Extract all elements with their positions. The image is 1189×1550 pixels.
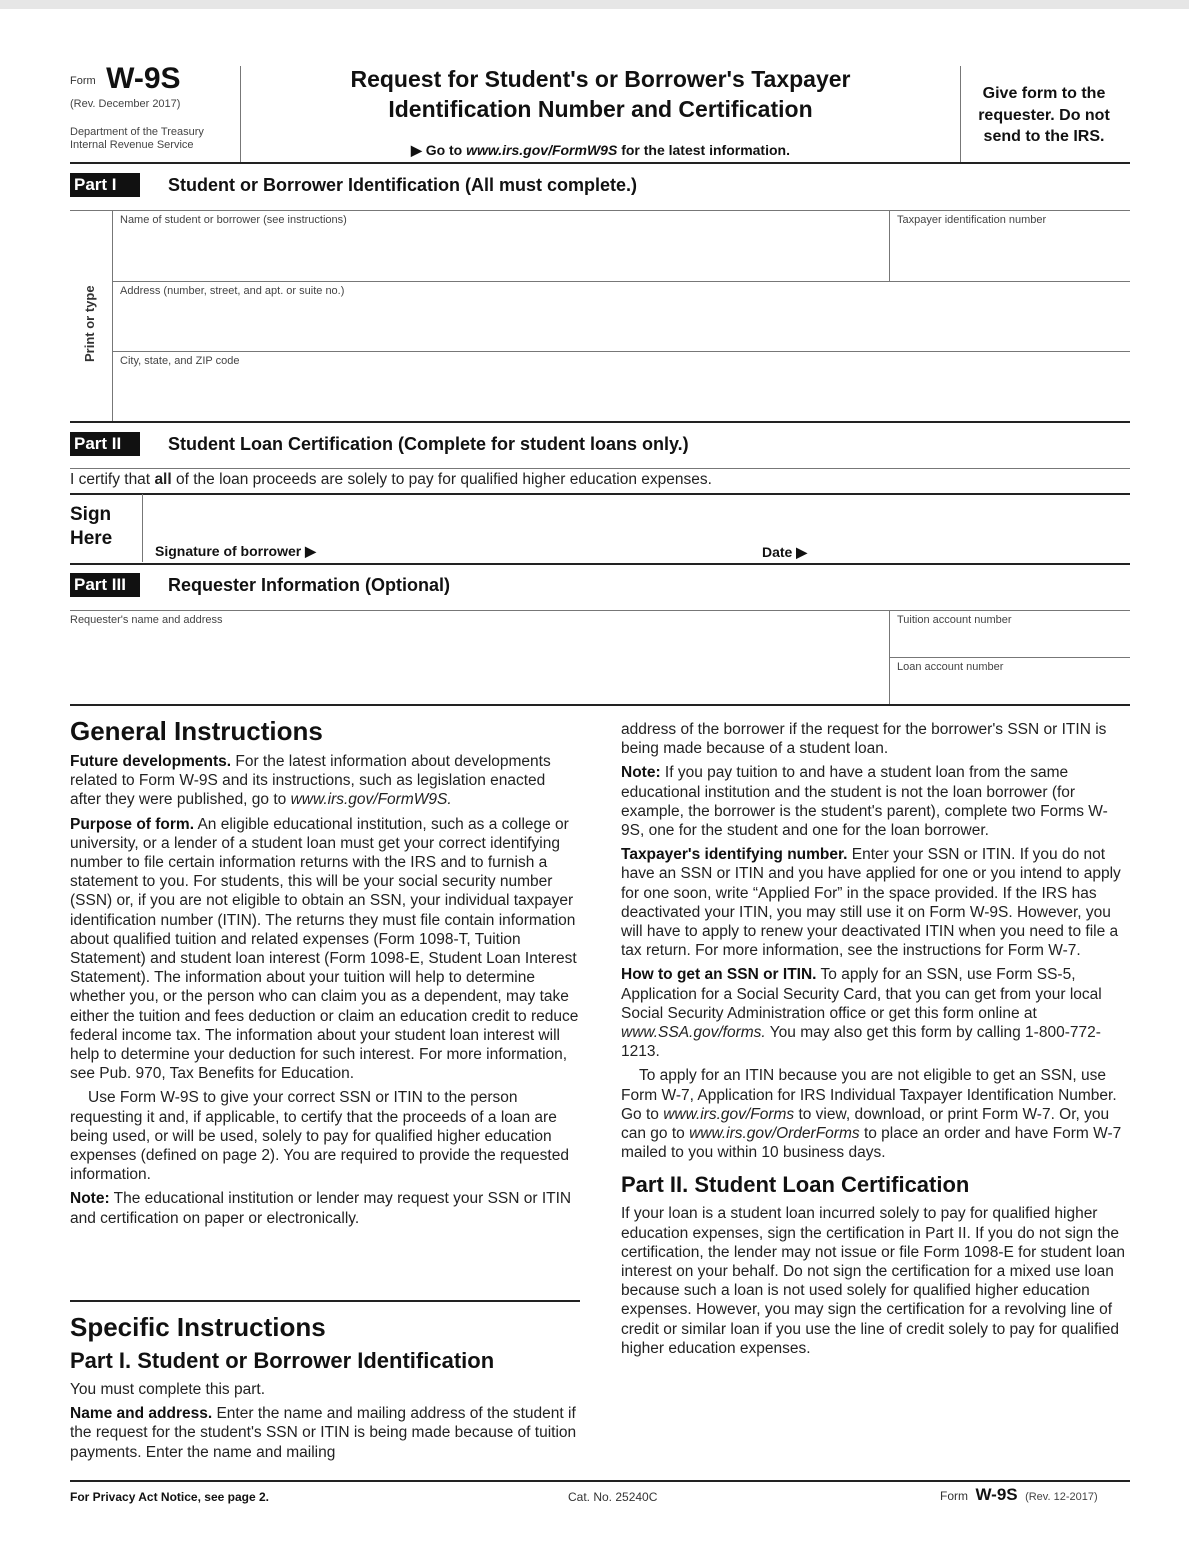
future-developments-head: Future developments. bbox=[70, 753, 232, 770]
left-column bbox=[70, 716, 580, 1233]
date-label: Date ▶ bbox=[762, 544, 808, 560]
use-form-para: Use Form W-9S to give your correct SSN or ITIN to the person requesting it and, if applicable, to certify that the proceeds of a loan are being used, or will be used, solely to pay for qualified higher education expenses (defined on page 2). You are required to provide the requested information. bbox=[70, 1089, 569, 1184]
goto-url[interactable]: www.irs.gov/FormW9S bbox=[466, 142, 618, 158]
certify-bold: all bbox=[154, 471, 172, 488]
note-para bbox=[70, 1189, 580, 1227]
city-field[interactable] bbox=[113, 370, 1130, 420]
itin-body1: To apply for an ITIN because you are not eligible to get an SSN, use Form W-7, Application for IRS Individual Taxpayer Identification Number. Go to bbox=[621, 1067, 1117, 1123]
footer-form-id bbox=[940, 1485, 1098, 1505]
tin-field-label: Taxpayer identification number bbox=[897, 214, 1047, 226]
borrower-cont-para: address of the borrower if the request for the borrower's SSN or ITIN is being made because of a student loan. bbox=[621, 721, 1107, 758]
irs-forms-url[interactable]: www.irs.gov/Forms bbox=[663, 1105, 795, 1123]
name-address-para bbox=[70, 1404, 580, 1462]
department: Department of the Treasury bbox=[70, 126, 204, 138]
itin-para bbox=[621, 1066, 1131, 1162]
purpose-head: Purpose of form. bbox=[70, 815, 195, 833]
requester-field[interactable] bbox=[70, 630, 887, 702]
part2-label: Part II bbox=[70, 432, 140, 456]
part3-top-rule bbox=[70, 610, 1130, 611]
right-note-para bbox=[621, 763, 1131, 840]
name-address-body: Enter the name and mailing address of the student if the request for the student's SSN or ITIN is being made because of tuition payments. Enter the name and mailing bbox=[70, 1405, 577, 1461]
tin-head: Taxpayer's identifying number. bbox=[621, 846, 848, 864]
part1-top-rule bbox=[70, 210, 1130, 211]
date-field[interactable] bbox=[760, 495, 1130, 561]
itin-body3: to place an order and have Form W-7 mailed to you within 10 business days. bbox=[621, 1125, 1122, 1162]
loan-account-label: Loan account number bbox=[897, 661, 1004, 673]
right-note-body: If you pay tuition to and have a student loan from the same educational institution and the student is not the loan borrower (for example, the borrower is the student's parent), complete two Forms W-9S, one for the student and one for the loan borrower. bbox=[621, 764, 1108, 840]
part1-title: Student or Borrower Identification (All must complete.) bbox=[168, 175, 638, 195]
agency: Internal Revenue Service bbox=[70, 139, 194, 151]
footer-form-number: W-9S bbox=[975, 1485, 1018, 1504]
part2-top-rule bbox=[70, 468, 1130, 469]
right-note-head: Note: bbox=[621, 764, 661, 782]
header-divider-right bbox=[960, 66, 961, 162]
certification-statement bbox=[70, 471, 712, 489]
form-number: W-9S bbox=[106, 62, 181, 95]
print-or-type-label: Print or type bbox=[82, 285, 97, 362]
tuition-account-label: Tuition account number bbox=[897, 614, 1012, 626]
top-band bbox=[0, 0, 1189, 9]
give-form-notice: Give form to the requester. Do not send to the IRS. bbox=[978, 85, 1110, 145]
footer-rule bbox=[70, 1480, 1130, 1482]
how-to-get-para bbox=[621, 965, 1131, 1061]
certify-pre: I certify that bbox=[70, 471, 151, 488]
header-bottom-rule bbox=[70, 162, 1130, 164]
form-title-line2: Identification Number and Certification bbox=[388, 96, 813, 122]
part1-label: Part I bbox=[70, 173, 140, 197]
itin-body2: to view, download, or print Form W-7. Or, you can go to bbox=[621, 1105, 1110, 1143]
left-column-lower bbox=[70, 1312, 580, 1467]
catalog-number: Cat. No. 25240C bbox=[568, 1490, 658, 1504]
name-row-rule bbox=[113, 281, 1130, 282]
form-word: Form bbox=[70, 75, 96, 87]
goto-arrow: ▶ bbox=[411, 142, 422, 158]
form-revision: (Rev. December 2017) bbox=[70, 98, 181, 110]
tuition-row-rule bbox=[890, 657, 1130, 658]
part1-instructions-heading: Part I. Student or Borrower Identification bbox=[70, 1348, 495, 1373]
part2-instructions-para: If your loan is a student loan incurred solely to pay for qualified higher education expenses, sign the certification in Part II. If you do not sign the certification, the lender may not issue or file Form 1098-E for student loan interest on your behalf. Do not sign the certification for a mixed use loan because such a loan is not used solely for qualified higher education expenses. However, you may sign the certification for a revolving line of credit or similar loan if you use the line of credit solely to pay for qualified higher education expenses. bbox=[621, 1205, 1125, 1357]
name-field-label: Name of student or borrower (see instructions) bbox=[120, 214, 347, 226]
how-to-get-body2: You may also get this form by calling 1-800-772-1213. bbox=[621, 1024, 1101, 1061]
name-field[interactable] bbox=[113, 230, 888, 280]
part1-bottom-rule bbox=[70, 421, 1130, 423]
future-developments-para bbox=[70, 752, 580, 810]
footer-form-word: Form bbox=[940, 1489, 968, 1503]
name-address-head: Name and address. bbox=[70, 1405, 213, 1423]
part3-bottom-rule bbox=[70, 704, 1130, 706]
signature-label: Signature of borrower ▶ bbox=[155, 543, 316, 559]
header-divider-left bbox=[240, 66, 241, 162]
form-title-line1: Request for Student's or Borrower's Taxpayer bbox=[350, 66, 851, 92]
part2-title: Student Loan Certification (Complete for student loans only.) bbox=[168, 434, 689, 454]
irs-orderforms-url[interactable]: www.irs.gov/OrderForms bbox=[689, 1125, 860, 1143]
privacy-notice: For Privacy Act Notice, see page 2. bbox=[70, 1490, 269, 1504]
footer-revision: (Rev. 12-2017) bbox=[1025, 1491, 1098, 1503]
part3-label: Part III bbox=[70, 573, 140, 597]
certify-post: of the loan proceeds are solely to pay for qualified higher education expenses. bbox=[175, 471, 712, 488]
address-field-label: Address (number, street, and apt. or suite no.) bbox=[120, 285, 345, 297]
tin-para bbox=[621, 845, 1131, 960]
address-field[interactable] bbox=[113, 300, 1130, 350]
form-id-block bbox=[70, 62, 240, 152]
sign-word: Sign bbox=[70, 504, 112, 525]
goto-line bbox=[248, 142, 953, 159]
note-head: Note: bbox=[70, 1190, 110, 1208]
left-section-rule bbox=[70, 1300, 580, 1302]
purpose-para bbox=[70, 815, 580, 1084]
city-field-label: City, state, and ZIP code bbox=[120, 355, 240, 367]
goto-pre: Go to bbox=[425, 142, 463, 158]
sign-here-label bbox=[70, 503, 112, 551]
purpose-body: An eligible educational institution, such as a college or university, or a lender of a student loan must get your correct identifying number to file certain information returns with the IRS and to furnish a statement to you. For students, this will be your social security number (SSN) or, if you are not eligible to obtain an SSN, your individual taxpayer identification number (ITIN). The returns they must file contain information about qualified tuition and related expenses (Form 1098-T, Tuition Statement) and student loan interest (Form 1098-E, Student Loan Interest Statement). The information about your tuition will help to determine whether you, or the person who can claim you as a dependent, may take either the tuition and fees deduction or claim an education credit to reduce federal income tax. The information about your student loan interest will help to determine your deduction for such interest. For more information, see Pub. 970, Tax Benefits for Education. bbox=[70, 815, 579, 1083]
here-word: Here bbox=[70, 528, 113, 549]
future-developments-body: For the latest information about developments related to Form W-9S and its instructions, such as legislation enacted after they were published, go to bbox=[70, 753, 551, 809]
right-column bbox=[621, 720, 1131, 1363]
part2-bottom-rule bbox=[70, 563, 1130, 565]
part3-title: Requester Information (Optional) bbox=[168, 575, 451, 595]
tuition-account-field[interactable] bbox=[890, 630, 1130, 656]
ssa-url[interactable]: www.SSA.gov/forms. bbox=[621, 1024, 766, 1042]
general-instructions-heading: General Instructions bbox=[70, 716, 323, 746]
requester-label: Requester's name and address bbox=[70, 614, 223, 626]
address-row-rule bbox=[113, 351, 1130, 352]
how-to-get-head: How to get an SSN or ITIN. bbox=[621, 966, 817, 984]
tin-field[interactable] bbox=[890, 230, 1130, 280]
goto-post: for the latest information. bbox=[621, 142, 790, 158]
how-to-get-body1: To apply for an SSN, use Form SS-5, Application for a Social Security Card, that you can get from your local Social Security Administration office or get this form online at bbox=[621, 966, 1102, 1022]
part2-instructions-heading: Part II. Student Loan Certification bbox=[621, 1172, 970, 1198]
form-title bbox=[248, 64, 953, 124]
tin-body: Enter your SSN or ITIN. If you do not have an SSN or ITIN and you have applied for one or you intend to apply for one soon, write “Applied For” in the space provided. If the IRS has deactivated your ITIN, you may still use it on Form W-9S. However, you will have to apply to renew your deactivated ITIN when you need to file a tax return. For more information, see the instructions for Form W-7. bbox=[621, 846, 1121, 960]
loan-account-field[interactable] bbox=[890, 676, 1130, 702]
note-body: The educational institution or lender may request your SSN or ITIN and certification on paper or electronically. bbox=[70, 1190, 572, 1227]
must-complete-para: You must complete this part. bbox=[70, 1381, 265, 1398]
specific-instructions-heading: Specific Instructions bbox=[70, 1312, 326, 1342]
future-developments-url[interactable]: www.irs.gov/FormW9S. bbox=[290, 791, 452, 809]
